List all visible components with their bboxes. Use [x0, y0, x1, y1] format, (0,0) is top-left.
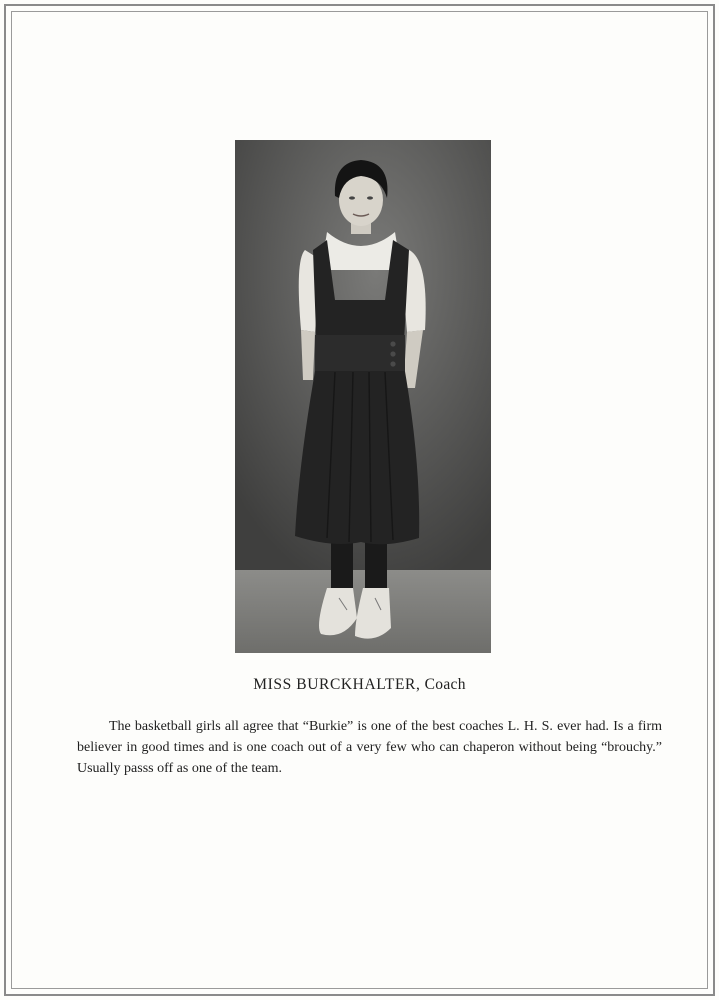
caption-role: Coach: [424, 676, 466, 693]
caption-name: MISS BURCKHALTER,: [253, 676, 421, 693]
photo-caption: [0, 676, 719, 694]
coach-photo: [235, 140, 491, 653]
body-paragraph: The basketball girls all agree that “Burkie” is one of the best coaches L. H. S. ever had. Is a firm believer in good times and is one coach out of a very few who can chaperon without being “brouchy.” Usually passs off as one of the team.: [77, 719, 662, 776]
